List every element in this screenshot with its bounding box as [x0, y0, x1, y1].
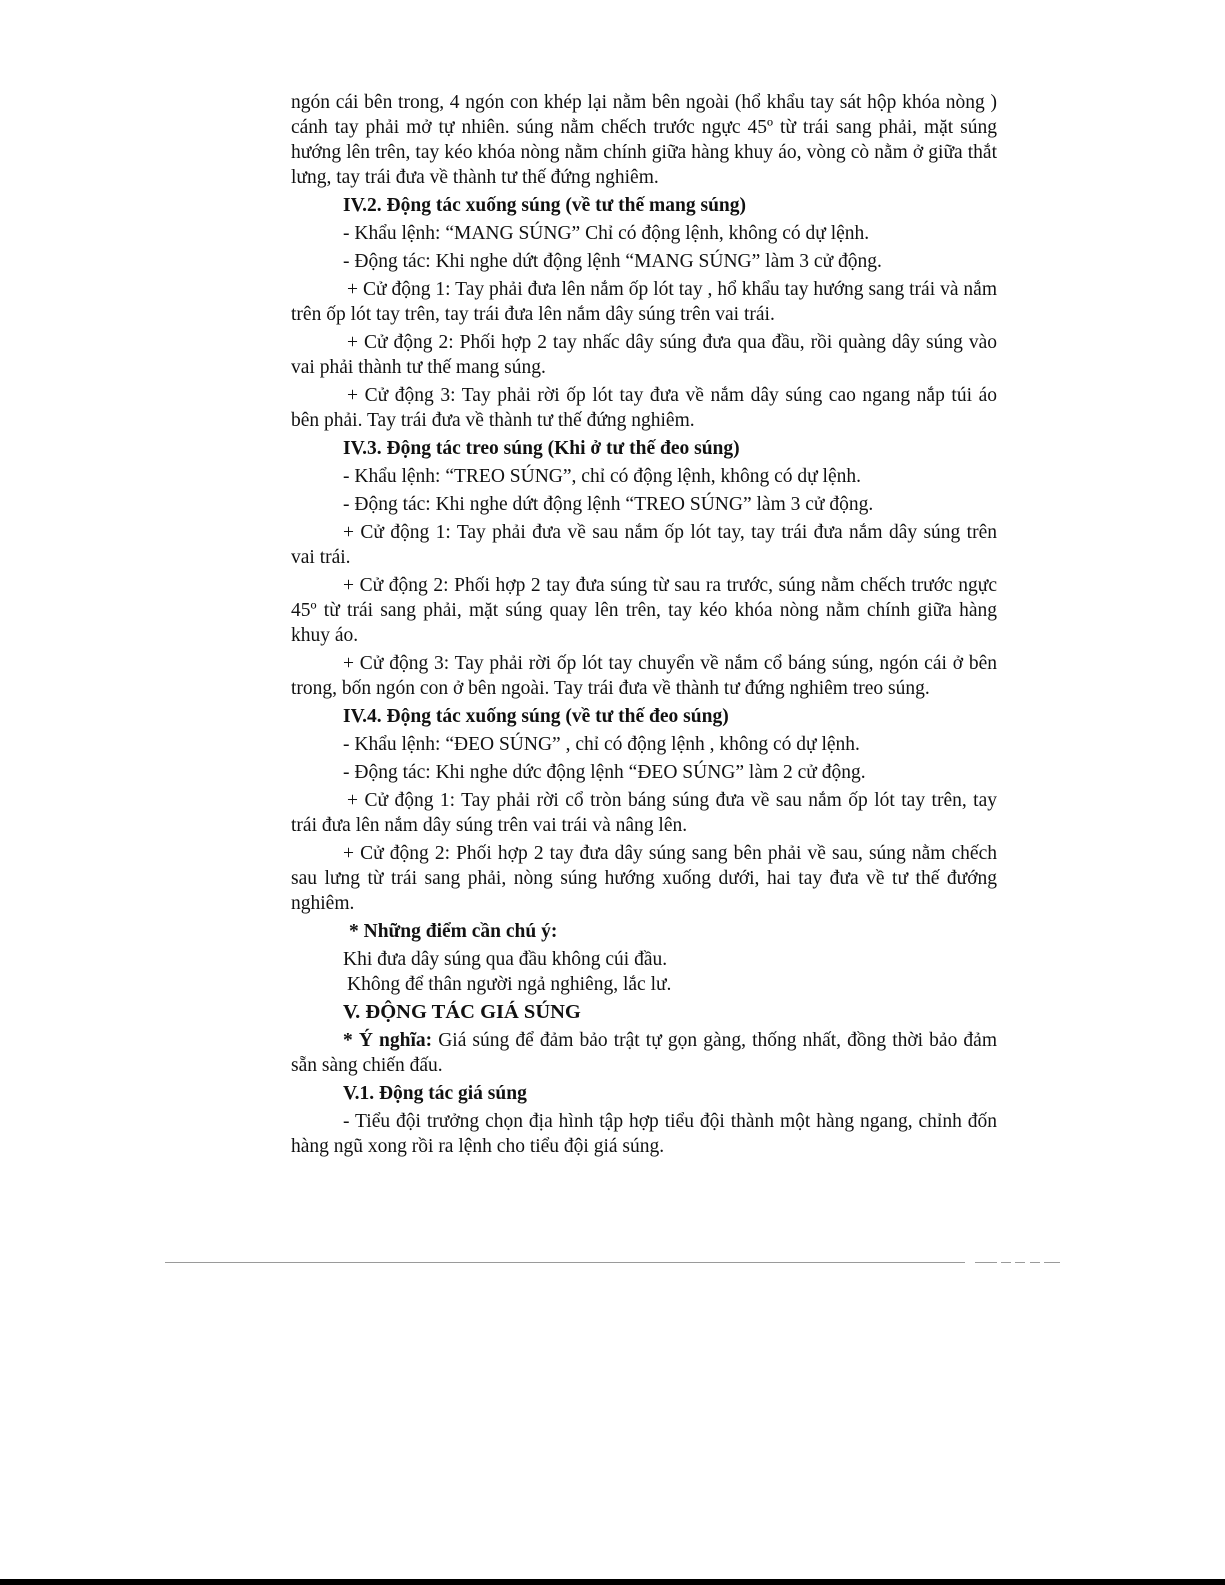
- footer-divider-dash: [975, 1262, 997, 1263]
- footer-divider: [165, 1262, 965, 1263]
- section-heading-v: V. ĐỘNG TÁC GIÁ SÚNG: [343, 1001, 581, 1023]
- section-heading-iv-3: IV.3. Động tác treo súng (Khi ở tư thế đeo súng): [343, 438, 740, 459]
- paragraph-action: - Động tác: Khi nghe dứt động lệnh “MANG SÚNG” làm 3 cử động.: [343, 251, 882, 272]
- footer-divider-dash: [1015, 1262, 1025, 1263]
- footer-divider-dash: [1030, 1262, 1040, 1263]
- paragraph-continuation: ngón cái bên trong, 4 ngón con khép lại nằm bên ngoài (hổ khẩu tay sát hộp khóa nòng ) cánh tay phải mở tự nhiên. súng nằm chếch trước ngực 45º từ trái sang phải, mặt súng hướng lên trên, tay kéo khóa nòng nằm chính giữa hàng khuy áo, vòng cò nằm ở giữa thắt lưng, tay trái đưa về thành tư thế đứng nghiêm.: [291, 92, 997, 188]
- paragraph-step-3: + Cử động 3: Tay phải rời ốp lót tay đưa về nắm dây súng cao ngang nắp túi áo bên phải. Tay trái đưa về thành tư thế đứng nghiêm.: [291, 385, 997, 431]
- paragraph-step-2: + Cử động 2: Phối hợp 2 tay đưa súng từ sau ra trước, súng nằm chếch trước ngực 45º từ trái sang phải, mặt súng quay lên trên, tay kéo khóa nòng nằm chính giữa hàng khuy áo.: [291, 575, 997, 646]
- meaning-label: * Ý nghĩa:: [343, 1030, 433, 1051]
- paragraph-command: - Khẩu lệnh: “MANG SÚNG” Chỉ có động lệnh, không có dự lệnh.: [343, 223, 870, 244]
- section-heading-iv-2: IV.2. Động tác xuống súng (về tư thế mang súng): [343, 195, 747, 216]
- paragraph-action: - Động tác: Khi nghe dứt động lệnh “TREO SÚNG” làm 3 cử động.: [343, 494, 874, 515]
- meaning-text: Giá súng để đảm bảo trật tự gọn gàng, thống nhất, đồng thời bảo đảm sẵn sàng chiến đấu.: [291, 1030, 997, 1076]
- paragraph-command: - Khẩu lệnh: “TREO SÚNG”, chỉ có động lệnh, không có dự lệnh.: [343, 466, 862, 487]
- paragraph-procedure: - Tiểu đội trưởng chọn địa hình tập hợp tiểu đội thành một hàng ngang, chỉnh đốn hàng ngũ xong rồi ra lệnh cho tiểu đội giá súng.: [291, 1111, 997, 1157]
- paragraph-action: - Động tác: Khi nghe dức động lệnh “ĐEO SÚNG” làm 2 cử động.: [343, 762, 866, 783]
- section-heading-iv-4: IV.4. Động tác xuống súng (về tư thế đeo súng): [343, 706, 729, 727]
- note-item: Không để thân người ngả nghiêng, lắc lư.: [347, 974, 672, 995]
- page-bottom-edge: [0, 1579, 1225, 1585]
- paragraph-step-3: + Cử động 3: Tay phải rời ốp lót tay chuyển về nắm cổ báng súng, ngón cái ở bên trong, bốn ngón con ở bên ngoài. Tay trái đưa về thành tư đứng nghiêm treo súng.: [291, 653, 997, 699]
- paragraph-step-2: + Cử động 2: Phối hợp 2 tay nhấc dây súng đưa qua đầu, rồi quàng dây súng vào vai phải thành tư thế mang súng.: [291, 332, 997, 378]
- paragraph-command: - Khẩu lệnh: “ĐEO SÚNG” , chỉ có động lệnh , không có dự lệnh.: [343, 734, 860, 755]
- footer-divider-dash: [1001, 1262, 1011, 1263]
- paragraph-step-1: + Cử động 1: Tay phải đưa lên nắm ốp lót tay , hổ khẩu tay hướng sang trái và nắm trên ốp lót tay trên, tay trái đưa lên nắm dây súng trên vai trái.: [291, 279, 997, 325]
- paragraph-step-1: + Cử động 1: Tay phải đưa về sau nắm ốp lót tay, tay trái đưa nắm dây súng trên vai trái.: [291, 522, 997, 568]
- footer-divider-dash: [1044, 1262, 1060, 1263]
- note-item: Khi đưa dây súng qua đầu không cúi đầu.: [343, 949, 668, 970]
- notes-heading: * Những điểm cần chú ý:: [349, 921, 558, 942]
- document-body: [291, 90, 997, 1159]
- paragraph-step-2: + Cử động 2: Phối hợp 2 tay đưa dây súng sang bên phải về sau, súng nằm chếch sau lưng từ trái sang phải, nòng súng hướng xuống dưới, hai tay đưa về tư thế đướng nghiêm.: [291, 843, 997, 914]
- section-heading-v-1: V.1. Động tác giá súng: [343, 1083, 527, 1104]
- paragraph-meaning: [291, 1028, 997, 1078]
- paragraph-step-1: + Cử động 1: Tay phải rời cổ tròn báng súng đưa về sau nắm ốp lót tay trên, tay trái đưa lên nắm dây súng trên vai trái và nâng lên.: [291, 790, 997, 836]
